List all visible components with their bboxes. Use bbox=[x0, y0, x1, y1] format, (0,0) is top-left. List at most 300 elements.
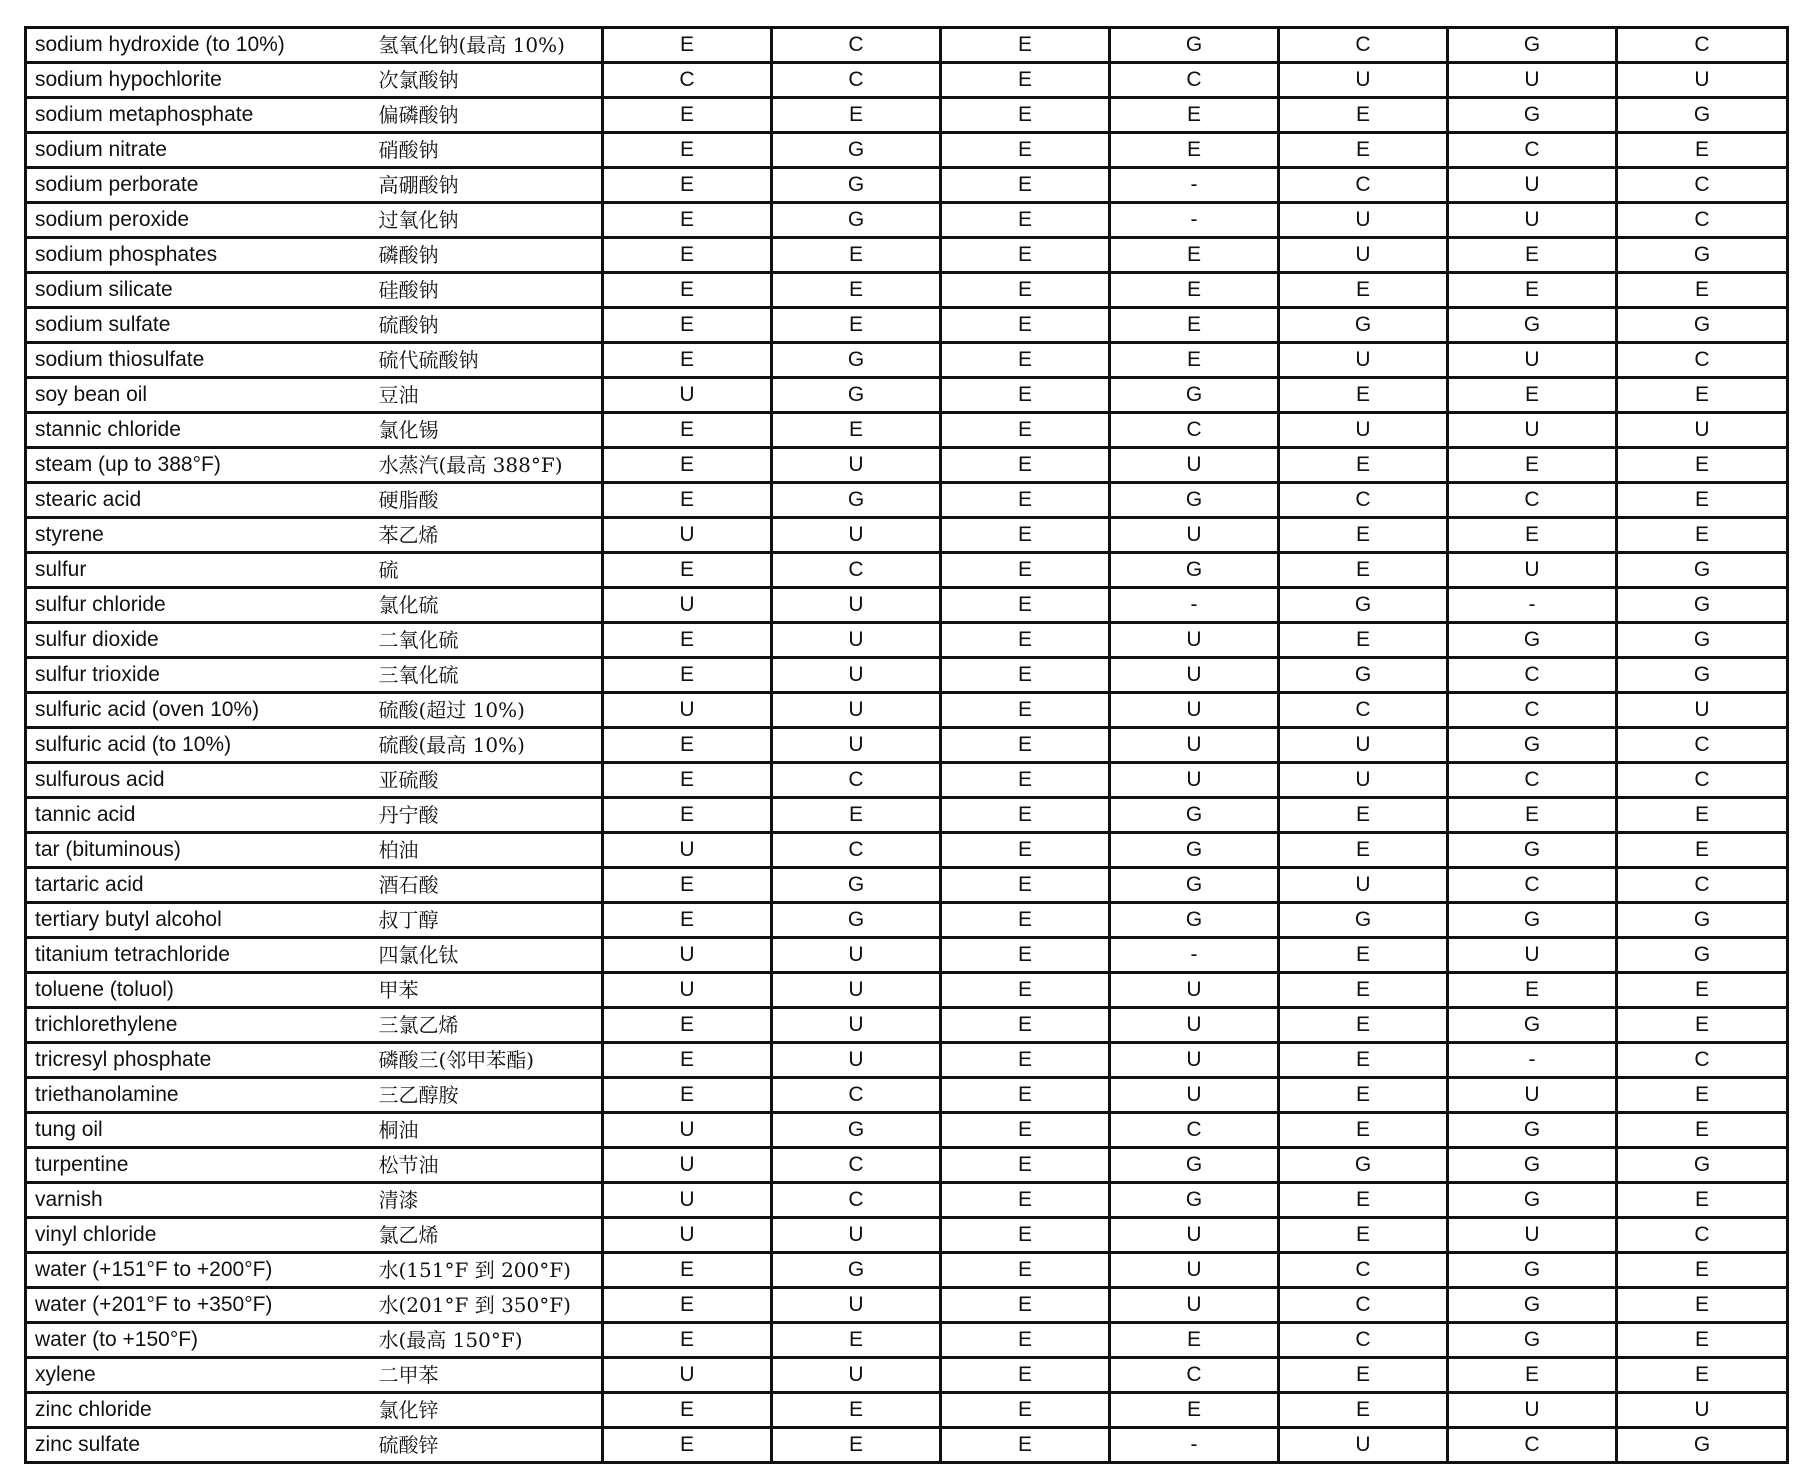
rating-cell: U bbox=[772, 728, 941, 763]
table-row bbox=[26, 63, 1788, 98]
rating-cell: G bbox=[1448, 1183, 1617, 1218]
rating-cell: E bbox=[1110, 133, 1279, 168]
rating-cell: G bbox=[1617, 98, 1788, 133]
rating-cell: E bbox=[603, 273, 772, 308]
chemical-name-cell: sodium thiosulfate bbox=[26, 343, 377, 378]
rating-cell: G bbox=[772, 1253, 941, 1288]
rating-cell: E bbox=[603, 1323, 772, 1358]
rating-cell: U bbox=[1279, 238, 1448, 273]
table-row bbox=[26, 168, 1788, 203]
chinese-name-cell: 叔丁醇 bbox=[377, 903, 603, 938]
rating-cell: U bbox=[772, 1008, 941, 1043]
rating-cell: E bbox=[1448, 273, 1617, 308]
table-row bbox=[26, 1323, 1788, 1358]
rating-cell: E bbox=[603, 133, 772, 168]
rating-cell: E bbox=[941, 1393, 1110, 1428]
chemical-name-cell: sulfuric acid (to 10%) bbox=[26, 728, 377, 763]
rating-cell: U bbox=[603, 1148, 772, 1183]
rating-cell: C bbox=[1448, 483, 1617, 518]
chinese-name-cell: 二氧化硫 bbox=[377, 623, 603, 658]
table-row bbox=[26, 1358, 1788, 1393]
rating-cell: U bbox=[1279, 343, 1448, 378]
rating-cell: E bbox=[603, 308, 772, 343]
rating-cell: C bbox=[1617, 168, 1788, 203]
rating-cell: - bbox=[1110, 938, 1279, 973]
chemical-name-cell: tung oil bbox=[26, 1113, 377, 1148]
table-row bbox=[26, 98, 1788, 133]
rating-cell: E bbox=[772, 1323, 941, 1358]
rating-cell: E bbox=[941, 1428, 1110, 1463]
rating-cell: G bbox=[1110, 553, 1279, 588]
rating-cell: U bbox=[1448, 1078, 1617, 1113]
rating-cell: U bbox=[772, 623, 941, 658]
rating-cell: G bbox=[772, 133, 941, 168]
rating-cell: E bbox=[941, 448, 1110, 483]
table-row bbox=[26, 1183, 1788, 1218]
table-row bbox=[26, 763, 1788, 798]
rating-cell: E bbox=[603, 1288, 772, 1323]
rating-cell: G bbox=[1110, 483, 1279, 518]
chinese-name-cell: 硝酸钠 bbox=[377, 133, 603, 168]
chemical-name-cell: sulfur dioxide bbox=[26, 623, 377, 658]
chemical-name-cell: toluene (toluol) bbox=[26, 973, 377, 1008]
table-row bbox=[26, 798, 1788, 833]
rating-cell: G bbox=[1110, 378, 1279, 413]
rating-cell: E bbox=[941, 938, 1110, 973]
chinese-name-cell: 四氯化钛 bbox=[377, 938, 603, 973]
chemical-name-cell: water (+151°F to +200°F) bbox=[26, 1253, 377, 1288]
table-row bbox=[26, 273, 1788, 308]
rating-cell: C bbox=[772, 833, 941, 868]
rating-cell: E bbox=[603, 728, 772, 763]
rating-cell: E bbox=[941, 623, 1110, 658]
rating-cell: E bbox=[1617, 1113, 1788, 1148]
rating-cell: G bbox=[1617, 623, 1788, 658]
rating-cell: U bbox=[1110, 1218, 1279, 1253]
rating-cell: G bbox=[1279, 308, 1448, 343]
rating-cell: E bbox=[1110, 98, 1279, 133]
rating-cell: U bbox=[603, 378, 772, 413]
rating-cell: E bbox=[1617, 1253, 1788, 1288]
rating-cell: C bbox=[1617, 1043, 1788, 1078]
rating-cell: E bbox=[603, 903, 772, 938]
rating-cell: E bbox=[1617, 448, 1788, 483]
rating-cell: E bbox=[941, 133, 1110, 168]
rating-cell: C bbox=[1279, 1253, 1448, 1288]
chinese-name-cell: 酒石酸 bbox=[377, 868, 603, 903]
chemical-name-cell: tartaric acid bbox=[26, 868, 377, 903]
rating-cell: C bbox=[1448, 693, 1617, 728]
chinese-name-cell: 氯乙烯 bbox=[377, 1218, 603, 1253]
rating-cell: E bbox=[941, 1148, 1110, 1183]
rating-cell: E bbox=[1110, 1323, 1279, 1358]
rating-cell: U bbox=[1448, 168, 1617, 203]
rating-cell: E bbox=[603, 1393, 772, 1428]
rating-cell: G bbox=[1617, 308, 1788, 343]
rating-cell: E bbox=[1279, 1008, 1448, 1043]
rating-cell: E bbox=[1279, 378, 1448, 413]
rating-cell: G bbox=[1110, 1148, 1279, 1183]
rating-cell: E bbox=[941, 1183, 1110, 1218]
chemical-name-cell: titanium tetrachloride bbox=[26, 938, 377, 973]
rating-cell: E bbox=[603, 1008, 772, 1043]
rating-cell: U bbox=[1617, 1393, 1788, 1428]
rating-cell: E bbox=[1110, 343, 1279, 378]
chinese-name-cell: 硫酸(最高 10%) bbox=[377, 728, 603, 763]
rating-cell: C bbox=[1617, 1218, 1788, 1253]
rating-cell: E bbox=[603, 483, 772, 518]
rating-cell: C bbox=[772, 763, 941, 798]
rating-cell: G bbox=[1448, 903, 1617, 938]
rating-cell: E bbox=[941, 658, 1110, 693]
chinese-name-cell: 氯化锡 bbox=[377, 413, 603, 448]
rating-cell: U bbox=[1110, 448, 1279, 483]
rating-cell: E bbox=[941, 1043, 1110, 1078]
rating-cell: - bbox=[1110, 203, 1279, 238]
rating-cell: U bbox=[772, 1288, 941, 1323]
chemical-name-cell: zinc sulfate bbox=[26, 1428, 377, 1463]
chemical-name-cell: stearic acid bbox=[26, 483, 377, 518]
rating-cell: U bbox=[1448, 1393, 1617, 1428]
rating-cell: C bbox=[1617, 763, 1788, 798]
rating-cell: G bbox=[1279, 1148, 1448, 1183]
rating-cell: G bbox=[1448, 28, 1617, 63]
rating-cell: U bbox=[1448, 413, 1617, 448]
rating-cell: C bbox=[1279, 1323, 1448, 1358]
rating-cell: U bbox=[772, 938, 941, 973]
rating-cell: C bbox=[1279, 693, 1448, 728]
rating-cell: E bbox=[772, 798, 941, 833]
table-row bbox=[26, 343, 1788, 378]
rating-cell: U bbox=[1448, 938, 1617, 973]
rating-cell: E bbox=[941, 903, 1110, 938]
rating-cell: U bbox=[1279, 63, 1448, 98]
table-row bbox=[26, 553, 1788, 588]
rating-cell: E bbox=[1617, 833, 1788, 868]
rating-cell: C bbox=[1279, 1288, 1448, 1323]
chemical-name-cell: steam (up to 388°F) bbox=[26, 448, 377, 483]
chemical-name-cell: sodium hydroxide (to 10%) bbox=[26, 28, 377, 63]
rating-cell: E bbox=[941, 238, 1110, 273]
rating-cell: G bbox=[772, 868, 941, 903]
rating-cell: G bbox=[1617, 903, 1788, 938]
table-row bbox=[26, 1008, 1788, 1043]
chemical-name-cell: tertiary butyl alcohol bbox=[26, 903, 377, 938]
rating-cell: E bbox=[603, 553, 772, 588]
chinese-name-cell: 硫代硫酸钠 bbox=[377, 343, 603, 378]
rating-cell: G bbox=[1448, 833, 1617, 868]
rating-cell: E bbox=[941, 588, 1110, 623]
rating-cell: U bbox=[1110, 763, 1279, 798]
rating-cell: U bbox=[1110, 623, 1279, 658]
rating-cell: U bbox=[1617, 693, 1788, 728]
chemical-name-cell: sodium peroxide bbox=[26, 203, 377, 238]
rating-cell: E bbox=[941, 693, 1110, 728]
rating-cell: U bbox=[1110, 1008, 1279, 1043]
rating-cell: E bbox=[1448, 518, 1617, 553]
table-row bbox=[26, 833, 1788, 868]
rating-cell: C bbox=[1617, 28, 1788, 63]
rating-cell: E bbox=[1448, 238, 1617, 273]
chinese-name-cell: 桐油 bbox=[377, 1113, 603, 1148]
chemical-name-cell: sulfur trioxide bbox=[26, 658, 377, 693]
rating-cell: E bbox=[603, 868, 772, 903]
rating-cell: G bbox=[1448, 728, 1617, 763]
chinese-name-cell: 偏磷酸钠 bbox=[377, 98, 603, 133]
chinese-name-cell: 松节油 bbox=[377, 1148, 603, 1183]
rating-cell: C bbox=[1617, 343, 1788, 378]
rating-cell: U bbox=[1110, 1078, 1279, 1113]
rating-cell: E bbox=[772, 238, 941, 273]
table-row bbox=[26, 1218, 1788, 1253]
chinese-name-cell: 豆油 bbox=[377, 378, 603, 413]
rating-cell: E bbox=[1279, 938, 1448, 973]
chinese-name-cell: 水(201°F 到 350°F) bbox=[377, 1288, 603, 1323]
table-row bbox=[26, 238, 1788, 273]
chinese-name-cell: 过氧化钠 bbox=[377, 203, 603, 238]
rating-cell: G bbox=[1448, 1113, 1617, 1148]
rating-cell: E bbox=[1617, 1078, 1788, 1113]
chinese-name-cell: 氯化锌 bbox=[377, 1393, 603, 1428]
rating-cell: - bbox=[1448, 588, 1617, 623]
table-row bbox=[26, 378, 1788, 413]
rating-cell: E bbox=[1279, 1358, 1448, 1393]
rating-cell: E bbox=[1617, 133, 1788, 168]
rating-cell: U bbox=[1110, 1253, 1279, 1288]
rating-cell: E bbox=[1279, 798, 1448, 833]
rating-cell: E bbox=[941, 378, 1110, 413]
table-row bbox=[26, 448, 1788, 483]
rating-cell: U bbox=[1448, 63, 1617, 98]
rating-cell: U bbox=[1617, 63, 1788, 98]
rating-cell: U bbox=[1110, 518, 1279, 553]
rating-cell: C bbox=[1279, 483, 1448, 518]
rating-cell: E bbox=[1110, 273, 1279, 308]
rating-cell: U bbox=[1110, 728, 1279, 763]
rating-cell: E bbox=[1279, 448, 1448, 483]
chinese-name-cell: 清漆 bbox=[377, 1183, 603, 1218]
rating-cell: G bbox=[772, 483, 941, 518]
rating-cell: E bbox=[1279, 833, 1448, 868]
rating-cell: U bbox=[772, 1043, 941, 1078]
chemical-name-cell: trichlorethylene bbox=[26, 1008, 377, 1043]
rating-cell: E bbox=[941, 483, 1110, 518]
rating-cell: E bbox=[772, 1393, 941, 1428]
rating-cell: E bbox=[1617, 1288, 1788, 1323]
chinese-name-cell: 磷酸钠 bbox=[377, 238, 603, 273]
rating-cell: E bbox=[1279, 1218, 1448, 1253]
rating-cell: E bbox=[1279, 98, 1448, 133]
rating-cell: E bbox=[1110, 1393, 1279, 1428]
rating-cell: E bbox=[941, 343, 1110, 378]
rating-cell: U bbox=[1110, 693, 1279, 728]
rating-cell: C bbox=[772, 1183, 941, 1218]
table-row bbox=[26, 973, 1788, 1008]
chemical-name-cell: tannic acid bbox=[26, 798, 377, 833]
rating-cell: U bbox=[1110, 973, 1279, 1008]
rating-cell: C bbox=[1110, 63, 1279, 98]
rating-cell: G bbox=[772, 343, 941, 378]
rating-cell: U bbox=[603, 833, 772, 868]
rating-cell: E bbox=[941, 1113, 1110, 1148]
table-body bbox=[26, 28, 1788, 1463]
table-row bbox=[26, 1288, 1788, 1323]
rating-cell: E bbox=[1279, 1078, 1448, 1113]
chinese-name-cell: 硫 bbox=[377, 553, 603, 588]
rating-cell: E bbox=[1617, 273, 1788, 308]
rating-cell: E bbox=[603, 1428, 772, 1463]
chemical-name-cell: sulfur bbox=[26, 553, 377, 588]
rating-cell: G bbox=[1448, 98, 1617, 133]
table-row bbox=[26, 1148, 1788, 1183]
rating-cell: E bbox=[941, 798, 1110, 833]
rating-cell: U bbox=[1279, 763, 1448, 798]
rating-cell: E bbox=[772, 413, 941, 448]
rating-cell: E bbox=[1448, 973, 1617, 1008]
table-row bbox=[26, 658, 1788, 693]
rating-cell: E bbox=[1279, 1043, 1448, 1078]
rating-cell: E bbox=[603, 1253, 772, 1288]
chinese-name-cell: 亚硫酸 bbox=[377, 763, 603, 798]
rating-cell: E bbox=[941, 1078, 1110, 1113]
rating-cell: U bbox=[1110, 1043, 1279, 1078]
rating-cell: G bbox=[1448, 308, 1617, 343]
table-row bbox=[26, 693, 1788, 728]
chemical-name-cell: sodium sulfate bbox=[26, 308, 377, 343]
chemical-name-cell: zinc chloride bbox=[26, 1393, 377, 1428]
rating-cell: E bbox=[941, 63, 1110, 98]
rating-cell: E bbox=[772, 1428, 941, 1463]
rating-cell: U bbox=[1279, 1428, 1448, 1463]
table-row bbox=[26, 133, 1788, 168]
rating-cell: E bbox=[603, 1078, 772, 1113]
rating-cell: G bbox=[1448, 623, 1617, 658]
rating-cell: G bbox=[1110, 798, 1279, 833]
rating-cell: G bbox=[1617, 238, 1788, 273]
chemical-name-cell: water (+201°F to +350°F) bbox=[26, 1288, 377, 1323]
rating-cell: - bbox=[1110, 168, 1279, 203]
rating-cell: E bbox=[1279, 273, 1448, 308]
rating-cell: - bbox=[1110, 588, 1279, 623]
chemical-name-cell: sodium phosphates bbox=[26, 238, 377, 273]
rating-cell: G bbox=[1448, 1148, 1617, 1183]
rating-cell: E bbox=[1279, 133, 1448, 168]
rating-cell: E bbox=[603, 763, 772, 798]
rating-cell: E bbox=[941, 1218, 1110, 1253]
rating-cell: E bbox=[1448, 798, 1617, 833]
chemical-name-cell: varnish bbox=[26, 1183, 377, 1218]
rating-cell: U bbox=[603, 1183, 772, 1218]
rating-cell: E bbox=[941, 308, 1110, 343]
rating-cell: E bbox=[603, 98, 772, 133]
rating-cell: G bbox=[1448, 1008, 1617, 1043]
rating-cell: E bbox=[941, 728, 1110, 763]
rating-cell: C bbox=[1448, 868, 1617, 903]
table-row bbox=[26, 1428, 1788, 1463]
rating-cell: E bbox=[603, 798, 772, 833]
rating-cell: E bbox=[1617, 798, 1788, 833]
rating-cell: U bbox=[772, 518, 941, 553]
rating-cell: U bbox=[603, 1113, 772, 1148]
table-row bbox=[26, 588, 1788, 623]
chinese-name-cell: 高硼酸钠 bbox=[377, 168, 603, 203]
rating-cell: E bbox=[941, 763, 1110, 798]
rating-cell: C bbox=[1617, 868, 1788, 903]
rating-cell: C bbox=[772, 28, 941, 63]
table-row bbox=[26, 483, 1788, 518]
rating-cell: C bbox=[772, 63, 941, 98]
rating-cell: C bbox=[1110, 413, 1279, 448]
rating-cell: C bbox=[772, 1078, 941, 1113]
rating-cell: E bbox=[941, 1358, 1110, 1393]
chinese-name-cell: 硬脂酸 bbox=[377, 483, 603, 518]
rating-cell: U bbox=[772, 1218, 941, 1253]
rating-cell: E bbox=[941, 273, 1110, 308]
rating-cell: E bbox=[941, 1253, 1110, 1288]
chemical-name-cell: sodium perborate bbox=[26, 168, 377, 203]
rating-cell: E bbox=[1617, 483, 1788, 518]
rating-cell: C bbox=[1617, 728, 1788, 763]
rating-cell: E bbox=[1279, 623, 1448, 658]
chemical-name-cell: tar (bituminous) bbox=[26, 833, 377, 868]
rating-cell: G bbox=[1110, 28, 1279, 63]
rating-cell: G bbox=[1617, 658, 1788, 693]
table-row bbox=[26, 1113, 1788, 1148]
table-row bbox=[26, 1253, 1788, 1288]
rating-cell: E bbox=[941, 28, 1110, 63]
table-row bbox=[26, 903, 1788, 938]
rating-cell: G bbox=[772, 903, 941, 938]
rating-cell: U bbox=[1279, 203, 1448, 238]
table-row bbox=[26, 938, 1788, 973]
rating-cell: G bbox=[772, 378, 941, 413]
rating-cell: E bbox=[1279, 1183, 1448, 1218]
table-row bbox=[26, 1393, 1788, 1428]
chemical-name-cell: sodium metaphosphate bbox=[26, 98, 377, 133]
table-row bbox=[26, 728, 1788, 763]
rating-cell: E bbox=[1617, 973, 1788, 1008]
rating-cell: E bbox=[1110, 308, 1279, 343]
chemical-name-cell: sulfuric acid (oven 10%) bbox=[26, 693, 377, 728]
rating-cell: G bbox=[1279, 588, 1448, 623]
rating-cell: E bbox=[941, 98, 1110, 133]
rating-cell: U bbox=[1110, 1288, 1279, 1323]
rating-cell: G bbox=[772, 203, 941, 238]
rating-cell: E bbox=[772, 308, 941, 343]
chinese-name-cell: 水(151°F 到 200°F) bbox=[377, 1253, 603, 1288]
rating-cell: E bbox=[603, 658, 772, 693]
rating-cell: E bbox=[772, 98, 941, 133]
rating-cell: U bbox=[772, 588, 941, 623]
rating-cell: U bbox=[1448, 1218, 1617, 1253]
rating-cell: U bbox=[1448, 343, 1617, 378]
rating-cell: E bbox=[1110, 238, 1279, 273]
chemical-name-cell: sodium hypochlorite bbox=[26, 63, 377, 98]
chemical-name-cell: stannic chloride bbox=[26, 413, 377, 448]
rating-cell: E bbox=[603, 343, 772, 378]
chinese-name-cell: 硫酸钠 bbox=[377, 308, 603, 343]
rating-cell: E bbox=[941, 973, 1110, 1008]
chemical-name-cell: sulfur chloride bbox=[26, 588, 377, 623]
chinese-name-cell: 苯乙烯 bbox=[377, 518, 603, 553]
rating-cell: E bbox=[603, 623, 772, 658]
chemical-name-cell: turpentine bbox=[26, 1148, 377, 1183]
rating-cell: E bbox=[1448, 378, 1617, 413]
chemical-name-cell: xylene bbox=[26, 1358, 377, 1393]
chinese-name-cell: 水蒸汽(最高 388°F) bbox=[377, 448, 603, 483]
rating-cell: - bbox=[1448, 1043, 1617, 1078]
chinese-name-cell: 三乙醇胺 bbox=[377, 1078, 603, 1113]
